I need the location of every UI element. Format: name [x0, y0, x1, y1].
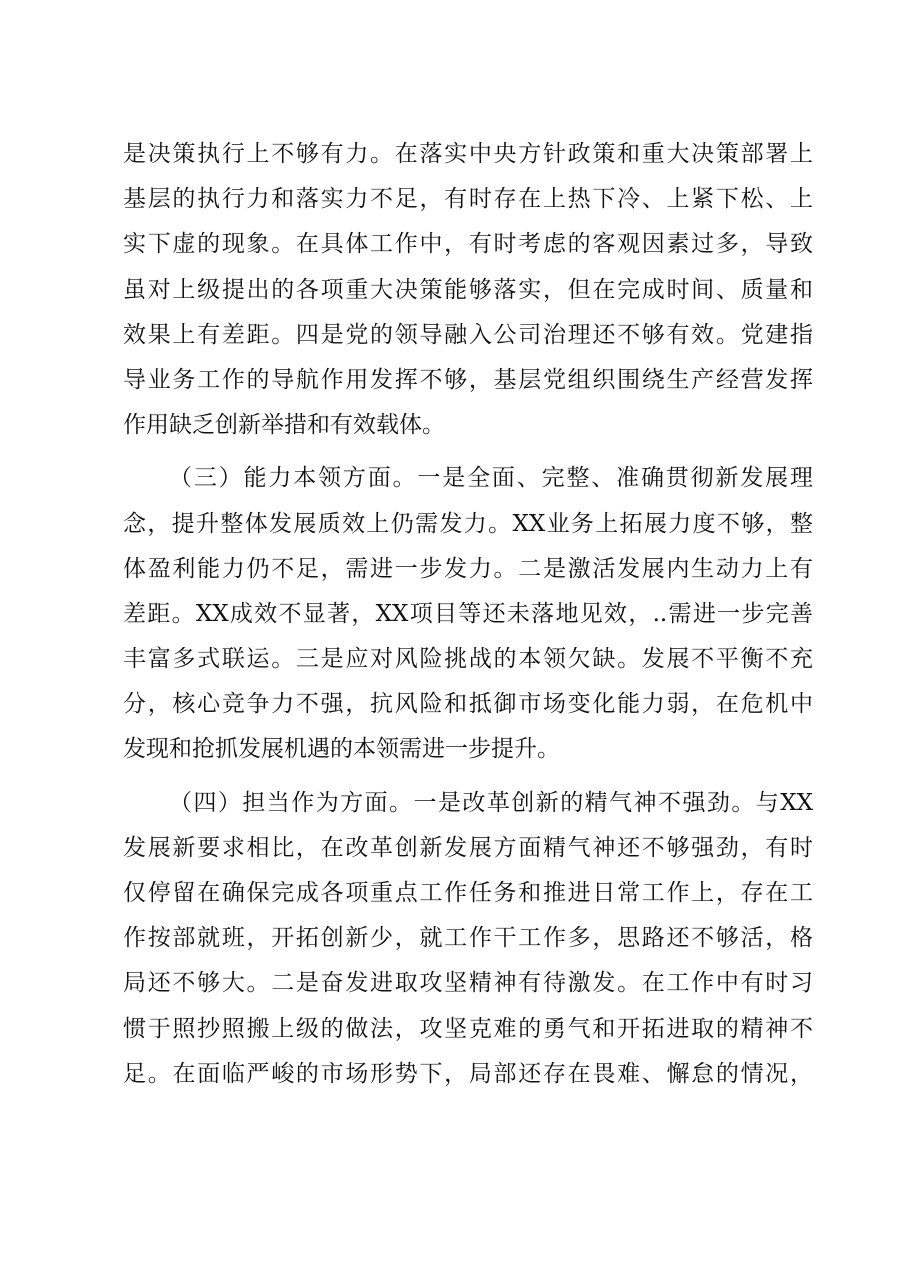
text-line: 念，提升整体发展质效上仍需发力。XX业务上拓展力度不够，整: [123, 510, 813, 537]
document-body: [123, 132, 813, 1097]
text-line: 仅停留在确保完成各项重点工作任务和推进日常工作上，存在工: [123, 880, 813, 906]
text-line: （四）担当作为方面。一是改革创新的精气神不强劲。与XX: [169, 789, 813, 816]
text-line: 分，核心竞争力不强，抗风险和抵御市场变化能力弱，在危机中: [123, 691, 813, 718]
paragraph: [123, 781, 813, 1097]
text-line: 虽对上级提出的各项重大决策能够落实，但在完成时间、质量和: [123, 276, 813, 303]
text-line: 发展新要求相比，在改革创新发展方面精气神还不够强劲，有时: [123, 834, 813, 861]
text-line: （三）能力本领方面。一是全面、完整、准确贯彻新发展理: [169, 465, 813, 492]
paragraph: [123, 132, 813, 448]
text-line: 效果上有差距。四是党的领导融入公司治理还不够有效。党建指: [123, 321, 813, 348]
text-line: 发现和抢抓发展机遇的本领需进一步提升。: [123, 736, 560, 763]
text-line: 差距。XX成效不显著，XX项目等还未落地见效，..需进一步完善: [123, 600, 813, 627]
text-line: 丰富多式联运。三是应对风险挑战的本领欠缺。发展不平衡不充: [123, 646, 813, 673]
text-line: 是决策执行上不够有力。在落实中央方针政策和重大决策部署上: [123, 141, 813, 167]
text-line: 作用缺乏创新举措和有效载体。: [123, 412, 445, 439]
text-line: 惯于照抄照搬上级的做法，攻坚克难的勇气和开拓进取的精神不: [123, 1015, 813, 1042]
text-line: 基层的执行力和落实力不足，有时存在上热下冷、上紧下松、上: [123, 186, 813, 213]
paragraph: [123, 456, 813, 772]
text-line: 足。在面临严峻的市场形势下，局部还存在畏难、懈怠的情况，: [123, 1060, 813, 1087]
paragraph-gap: [123, 773, 813, 781]
text-line: 导业务工作的导航作用发挥不够，基层党组织围绕生产经营发挥: [123, 366, 813, 393]
paragraph-gap: [123, 448, 813, 456]
text-line: 局还不够大。二是奋发进取攻坚精神有待激发。在工作中有时习: [123, 970, 813, 997]
text-line: 体盈利能力仍不足，需进一步发力。二是激活发展内生动力上有: [123, 555, 813, 582]
text-line: 作按部就班，开拓创新少，就工作干工作多，思路还不够活，格: [123, 925, 813, 952]
text-line: 实下虚的现象。在具体工作中，有时考虑的客观因素过多，导致: [123, 231, 813, 258]
